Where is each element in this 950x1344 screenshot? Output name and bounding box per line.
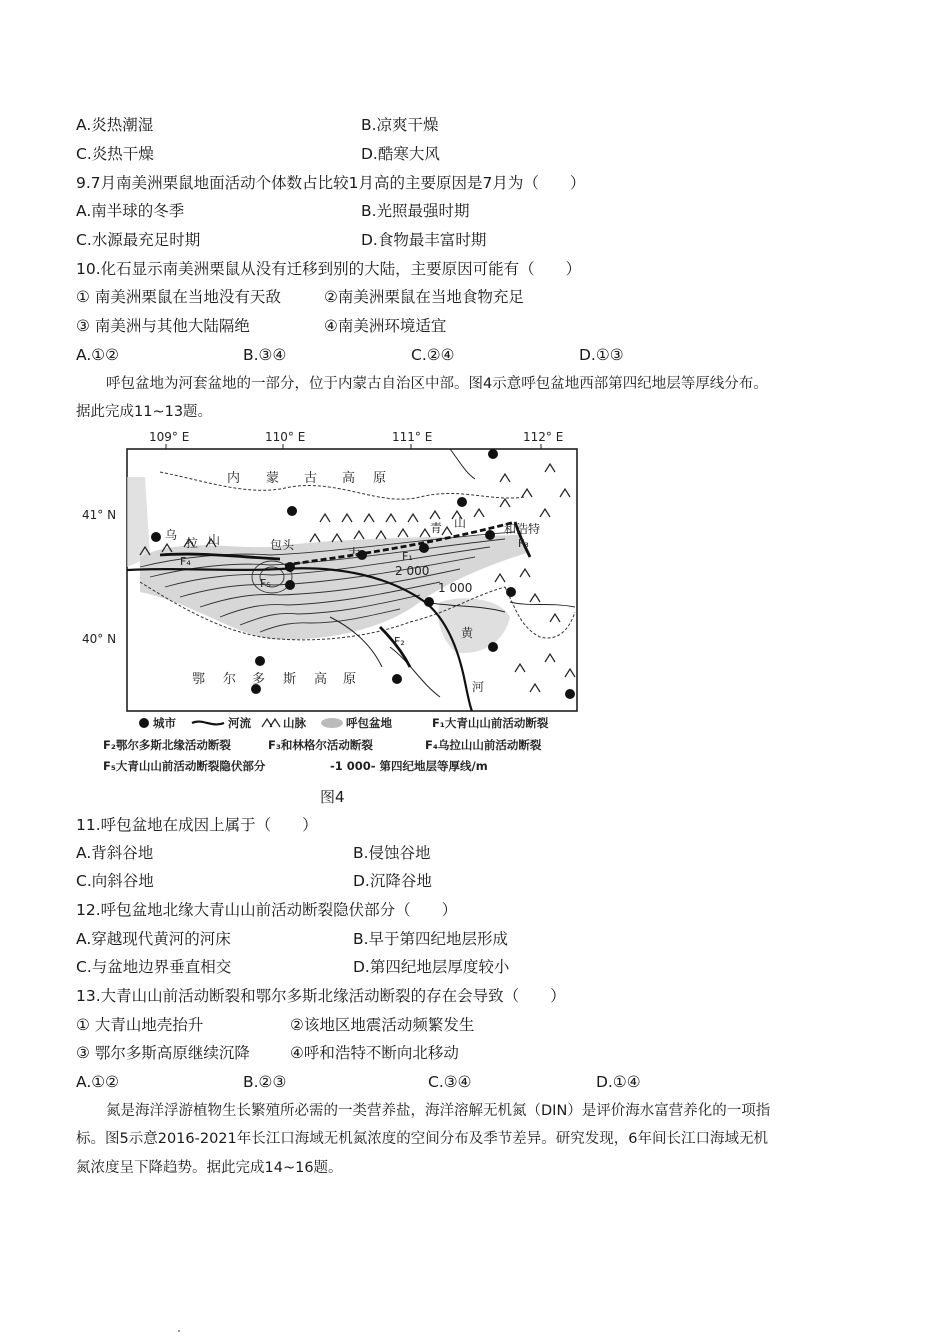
figure-4-caption: 图4	[320, 788, 345, 806]
q11-stem: 11.呼包盆地在成因上属于（ ）	[76, 816, 318, 834]
q13-stem: 13.大青山山前活动断裂和鄂尔多斯北缘活动断裂的存在会导致（ ）	[76, 987, 566, 1005]
q13-statement-1: ① 大青山地壳抬升	[76, 1016, 204, 1034]
lon-label: 109° E	[149, 430, 190, 444]
svg-text:山脉: 山脉	[283, 716, 306, 730]
intro-11-13-line2: 据此完成11~13题。	[76, 404, 213, 420]
svg-text:蒙: 蒙	[266, 471, 280, 486]
svg-text:斯: 斯	[283, 672, 297, 687]
q13-option-a: A.①②	[76, 1073, 120, 1091]
q10-statement-1: ① 南美洲栗鼠在当地没有天敌	[76, 288, 281, 306]
svg-text:内: 内	[227, 471, 241, 486]
q10-option-d: D.①③	[579, 346, 624, 364]
q12-option-a: A.穿越现代黄河的河床	[76, 930, 231, 948]
q11-option-b: B.侵蚀谷地	[353, 844, 431, 862]
svg-text:古: 古	[304, 471, 318, 486]
q9-stem: 9.7月南美洲栗鼠地面活动个体数占比较1月高的主要原因是7月为（ ）	[76, 174, 586, 192]
q9-option-d: D.食物最丰富时期	[361, 231, 487, 249]
q13-statement-2: ②该地区地震活动频繁发生	[290, 1016, 475, 1034]
q12-option-d: D.第四纪地层厚度较小	[353, 958, 510, 976]
contour-label: 2 000	[395, 564, 430, 578]
contour-label: 1 000	[438, 581, 473, 595]
svg-text:鄂: 鄂	[192, 672, 206, 687]
q9-option-a: A.南半球的冬季	[76, 202, 185, 220]
q13-option-d: D.①④	[596, 1073, 641, 1091]
intro-11-13-line1: 呼包盆地为河套盆地的一部分，位于内蒙古自治区中部。图4示意呼包盆地西部第四纪地层等厚线分布。	[106, 376, 768, 392]
q13-option-c: C.③④	[428, 1073, 472, 1091]
svg-text:F₃和林格尔活动断裂: F₃和林格尔活动断裂	[268, 738, 373, 752]
q10-statement-2: ②南美洲栗鼠在当地食物充足	[324, 288, 524, 306]
page-speck	[178, 1330, 180, 1332]
svg-text:青: 青	[430, 521, 443, 535]
q12-option-b: B.早于第四纪地层形成	[353, 930, 509, 948]
lat-label: 40° N	[82, 632, 117, 646]
svg-text:山: 山	[454, 516, 467, 530]
svg-text:F₂: F₂	[394, 635, 405, 648]
q10-statement-4: ④南美洲环境适宜	[324, 317, 447, 335]
map-legend	[103, 716, 549, 773]
figure-4-map	[82, 427, 600, 782]
q10-statement-3: ③ 南美洲与其他大陆隔绝	[76, 317, 250, 335]
q11-option-d: D.沉降谷地	[353, 872, 432, 890]
lat-label: 41° N	[82, 508, 117, 522]
svg-text:F₅大青山山前活动断裂隐伏部分: F₅大青山山前活动断裂隐伏部分	[103, 759, 266, 773]
q8-option-d: D.酷寒大风	[361, 145, 440, 163]
q11-option-c: C.向斜谷地	[76, 872, 154, 890]
lon-label: 111° E	[392, 430, 433, 444]
svg-text:黄: 黄	[461, 626, 474, 640]
lon-label: 112° E	[523, 430, 564, 444]
q10-option-a: A.①②	[76, 346, 120, 364]
intro-14-16-line2: 标。图5示意2016-2021年长江口海域无机氮浓度的空间分布及季节差异。研究发现，6年间长江口海域无机	[76, 1131, 768, 1147]
svg-text:F₂鄂尔多斯北缘活动断裂: F₂鄂尔多斯北缘活动断裂	[103, 738, 231, 752]
q9-option-c: C.水源最充足时期	[76, 231, 201, 249]
q13-statement-3: ③ 鄂尔多斯高原继续沉降	[76, 1044, 250, 1062]
svg-text:F₃: F₃	[518, 537, 529, 550]
q10-stem: 10.化石显示南美洲栗鼠从没有迁移到别的大陆，主要原因可能有（ ）	[76, 260, 582, 278]
q13-statement-4: ④呼和浩特不断向北移动	[290, 1044, 459, 1062]
q10-option-b: B.③④	[243, 346, 287, 364]
svg-text:F₄: F₄	[180, 555, 191, 568]
svg-text:F₁: F₁	[402, 550, 413, 563]
svg-text:原: 原	[373, 471, 387, 486]
lon-label: 110° E	[265, 430, 306, 444]
svg-text:大: 大	[348, 546, 361, 560]
svg-text:包头: 包头	[270, 538, 295, 552]
q9-option-b: B.光照最强时期	[361, 202, 470, 220]
svg-text:呼包盆地: 呼包盆地	[346, 716, 392, 730]
svg-text:和浩特: 和浩特	[504, 522, 541, 536]
svg-text:尔: 尔	[223, 672, 237, 687]
q11-option-a: A.背斜谷地	[76, 844, 154, 862]
svg-text:城市: 城市	[153, 716, 176, 730]
svg-text:F₅: F₅	[260, 577, 271, 590]
svg-text:F₄乌拉山山前活动断裂: F₄乌拉山山前活动断裂	[425, 738, 542, 752]
svg-text:原: 原	[343, 672, 357, 687]
svg-text:高: 高	[314, 672, 328, 687]
q12-option-c: C.与盆地边界垂直相交	[76, 958, 232, 976]
svg-text:多: 多	[252, 672, 266, 687]
svg-text:河: 河	[472, 680, 485, 694]
svg-text:山: 山	[208, 533, 221, 547]
q12-stem: 12.呼包盆地北缘大青山山前活动断裂隐伏部分（ ）	[76, 901, 458, 919]
svg-text:高: 高	[342, 471, 356, 486]
svg-text:拉: 拉	[186, 536, 199, 550]
q8-option-b: B.凉爽干燥	[361, 116, 439, 134]
intro-14-16-line3: 氮浓度呈下降趋势。据此完成14~16题。	[76, 1160, 343, 1176]
svg-text:-1 000- 第四纪地层等厚线/m: -1 000- 第四纪地层等厚线/m	[330, 759, 488, 773]
svg-text:乌: 乌	[165, 528, 178, 542]
q10-option-c: C.②④	[411, 346, 455, 364]
q13-option-b: B.②③	[243, 1073, 287, 1091]
q8-option-a: A.炎热潮湿	[76, 116, 154, 134]
svg-text:F₁大青山山前活动断裂: F₁大青山山前活动断裂	[432, 716, 549, 730]
svg-text:河流: 河流	[228, 716, 251, 730]
intro-14-16-line1: 氮是海洋浮游植物生长繁殖所必需的一类营养盐，海洋溶解无机氮（DIN）是评价海水富营养化的一项指	[106, 1103, 771, 1119]
q8-option-c: C.炎热干燥	[76, 145, 154, 163]
